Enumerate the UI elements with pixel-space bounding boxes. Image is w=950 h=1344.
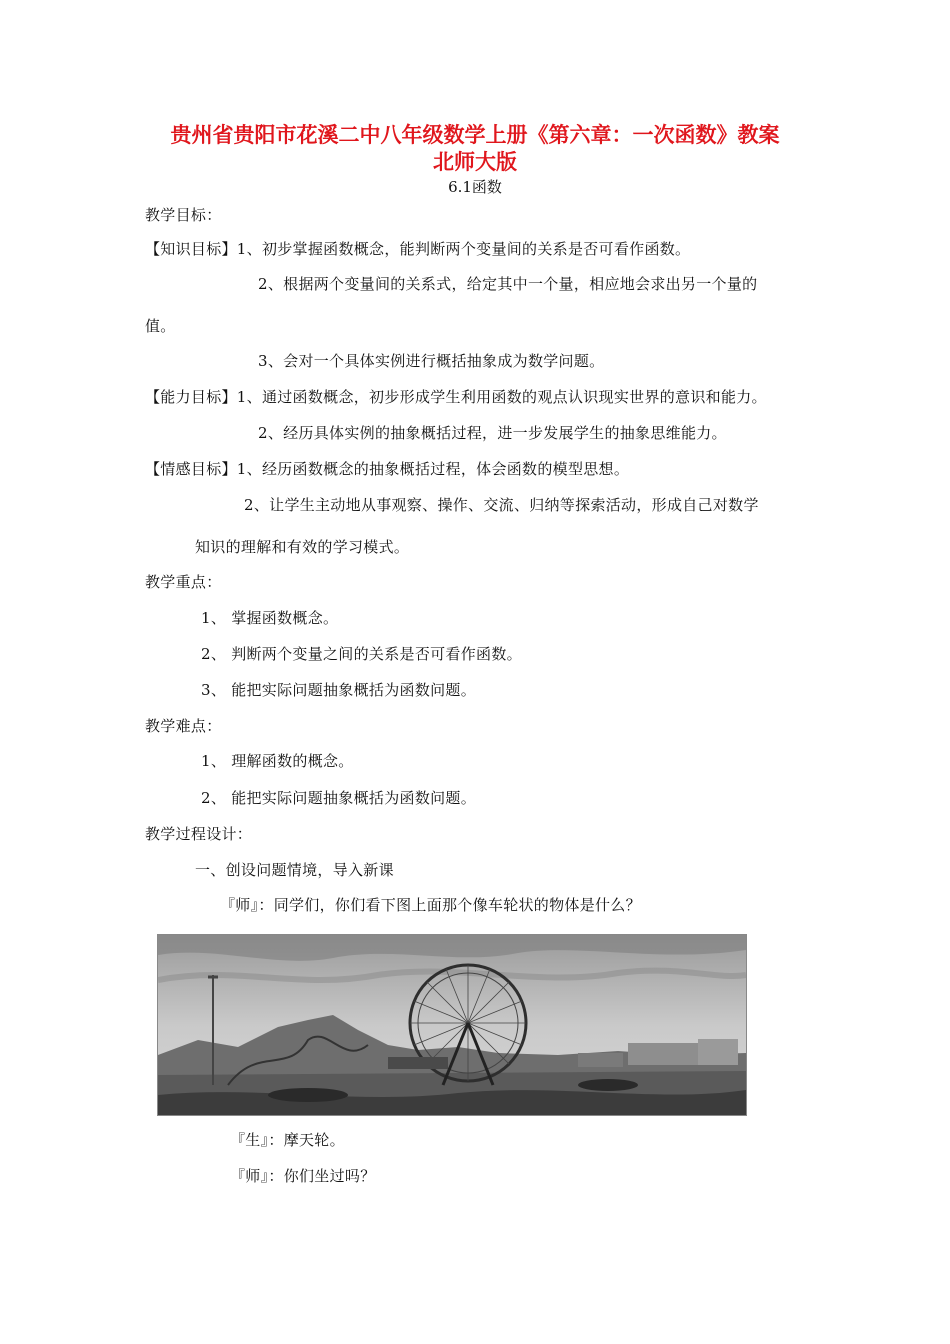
key-point-item: 3、 能把实际问题抽象概括为函数问题。 bbox=[201, 681, 477, 699]
document-title-line2: 北师大版 bbox=[433, 150, 517, 174]
difficult-point-item: 1、 理解函数的概念。 bbox=[201, 752, 354, 770]
document-title-line1: 贵州省贵阳市花溪二中八年级数学上册《第六章：一次函数》教案 bbox=[170, 123, 780, 147]
ability-goal-1: 【能力目标】1、通过函数概念，初步形成学生利用函数的观点认识现实世界的意识和能力。 bbox=[145, 388, 767, 406]
key-point-item: 1、 掌握函数概念。 bbox=[201, 609, 339, 627]
section-subtitle: 6.1函数 bbox=[448, 178, 502, 196]
emotion-goal-1: 【情感目标】1、经历函数概念的抽象概括过程，体会函数的模型思想。 bbox=[145, 460, 630, 478]
difficult-point-item: 2、 能把实际问题抽象概括为函数问题。 bbox=[201, 789, 477, 807]
student-answer-1: 『生』：摩天轮。 bbox=[230, 1131, 345, 1149]
goals-heading: 教学目标： bbox=[145, 206, 222, 224]
ferris-wheel-photo bbox=[157, 934, 747, 1116]
teacher-question-2: 『师』：你们坐过吗？ bbox=[230, 1167, 376, 1185]
knowledge-goal-3: 3、会对一个具体实例进行概括抽象成为数学问题。 bbox=[258, 352, 605, 370]
knowledge-goal-2-cont: 值。 bbox=[145, 317, 176, 335]
knowledge-goal-2: 2、根据两个变量间的关系式，给定其中一个量，相应地会求出另一个量的 bbox=[258, 275, 758, 293]
ability-goal-2: 2、经历具体实例的抽象概括过程，进一步发展学生的抽象思维能力。 bbox=[258, 424, 727, 442]
process-heading: 教学过程设计： bbox=[145, 825, 253, 843]
difficult-points-heading: 教学难点： bbox=[145, 717, 222, 735]
knowledge-goal-1: 【知识目标】1、初步掌握函数概念，能判断两个变量间的关系是否可看作函数。 bbox=[145, 240, 691, 258]
key-point-item: 2、 判断两个变量之间的关系是否可看作函数。 bbox=[201, 645, 522, 663]
teacher-question-1: 『师』：同学们，你们看下图上面那个像车轮状的物体是什么？ bbox=[220, 896, 641, 914]
section-1-heading: 一、创设问题情境，导入新课 bbox=[195, 861, 394, 879]
emotion-goal-2: 2、让学生主动地从事观察、操作、交流、归纳等探索活动，形成自己对数学 bbox=[244, 496, 759, 514]
key-points-heading: 教学重点： bbox=[145, 573, 222, 591]
emotion-goal-2-cont: 知识的理解和有效的学习模式。 bbox=[195, 538, 410, 556]
